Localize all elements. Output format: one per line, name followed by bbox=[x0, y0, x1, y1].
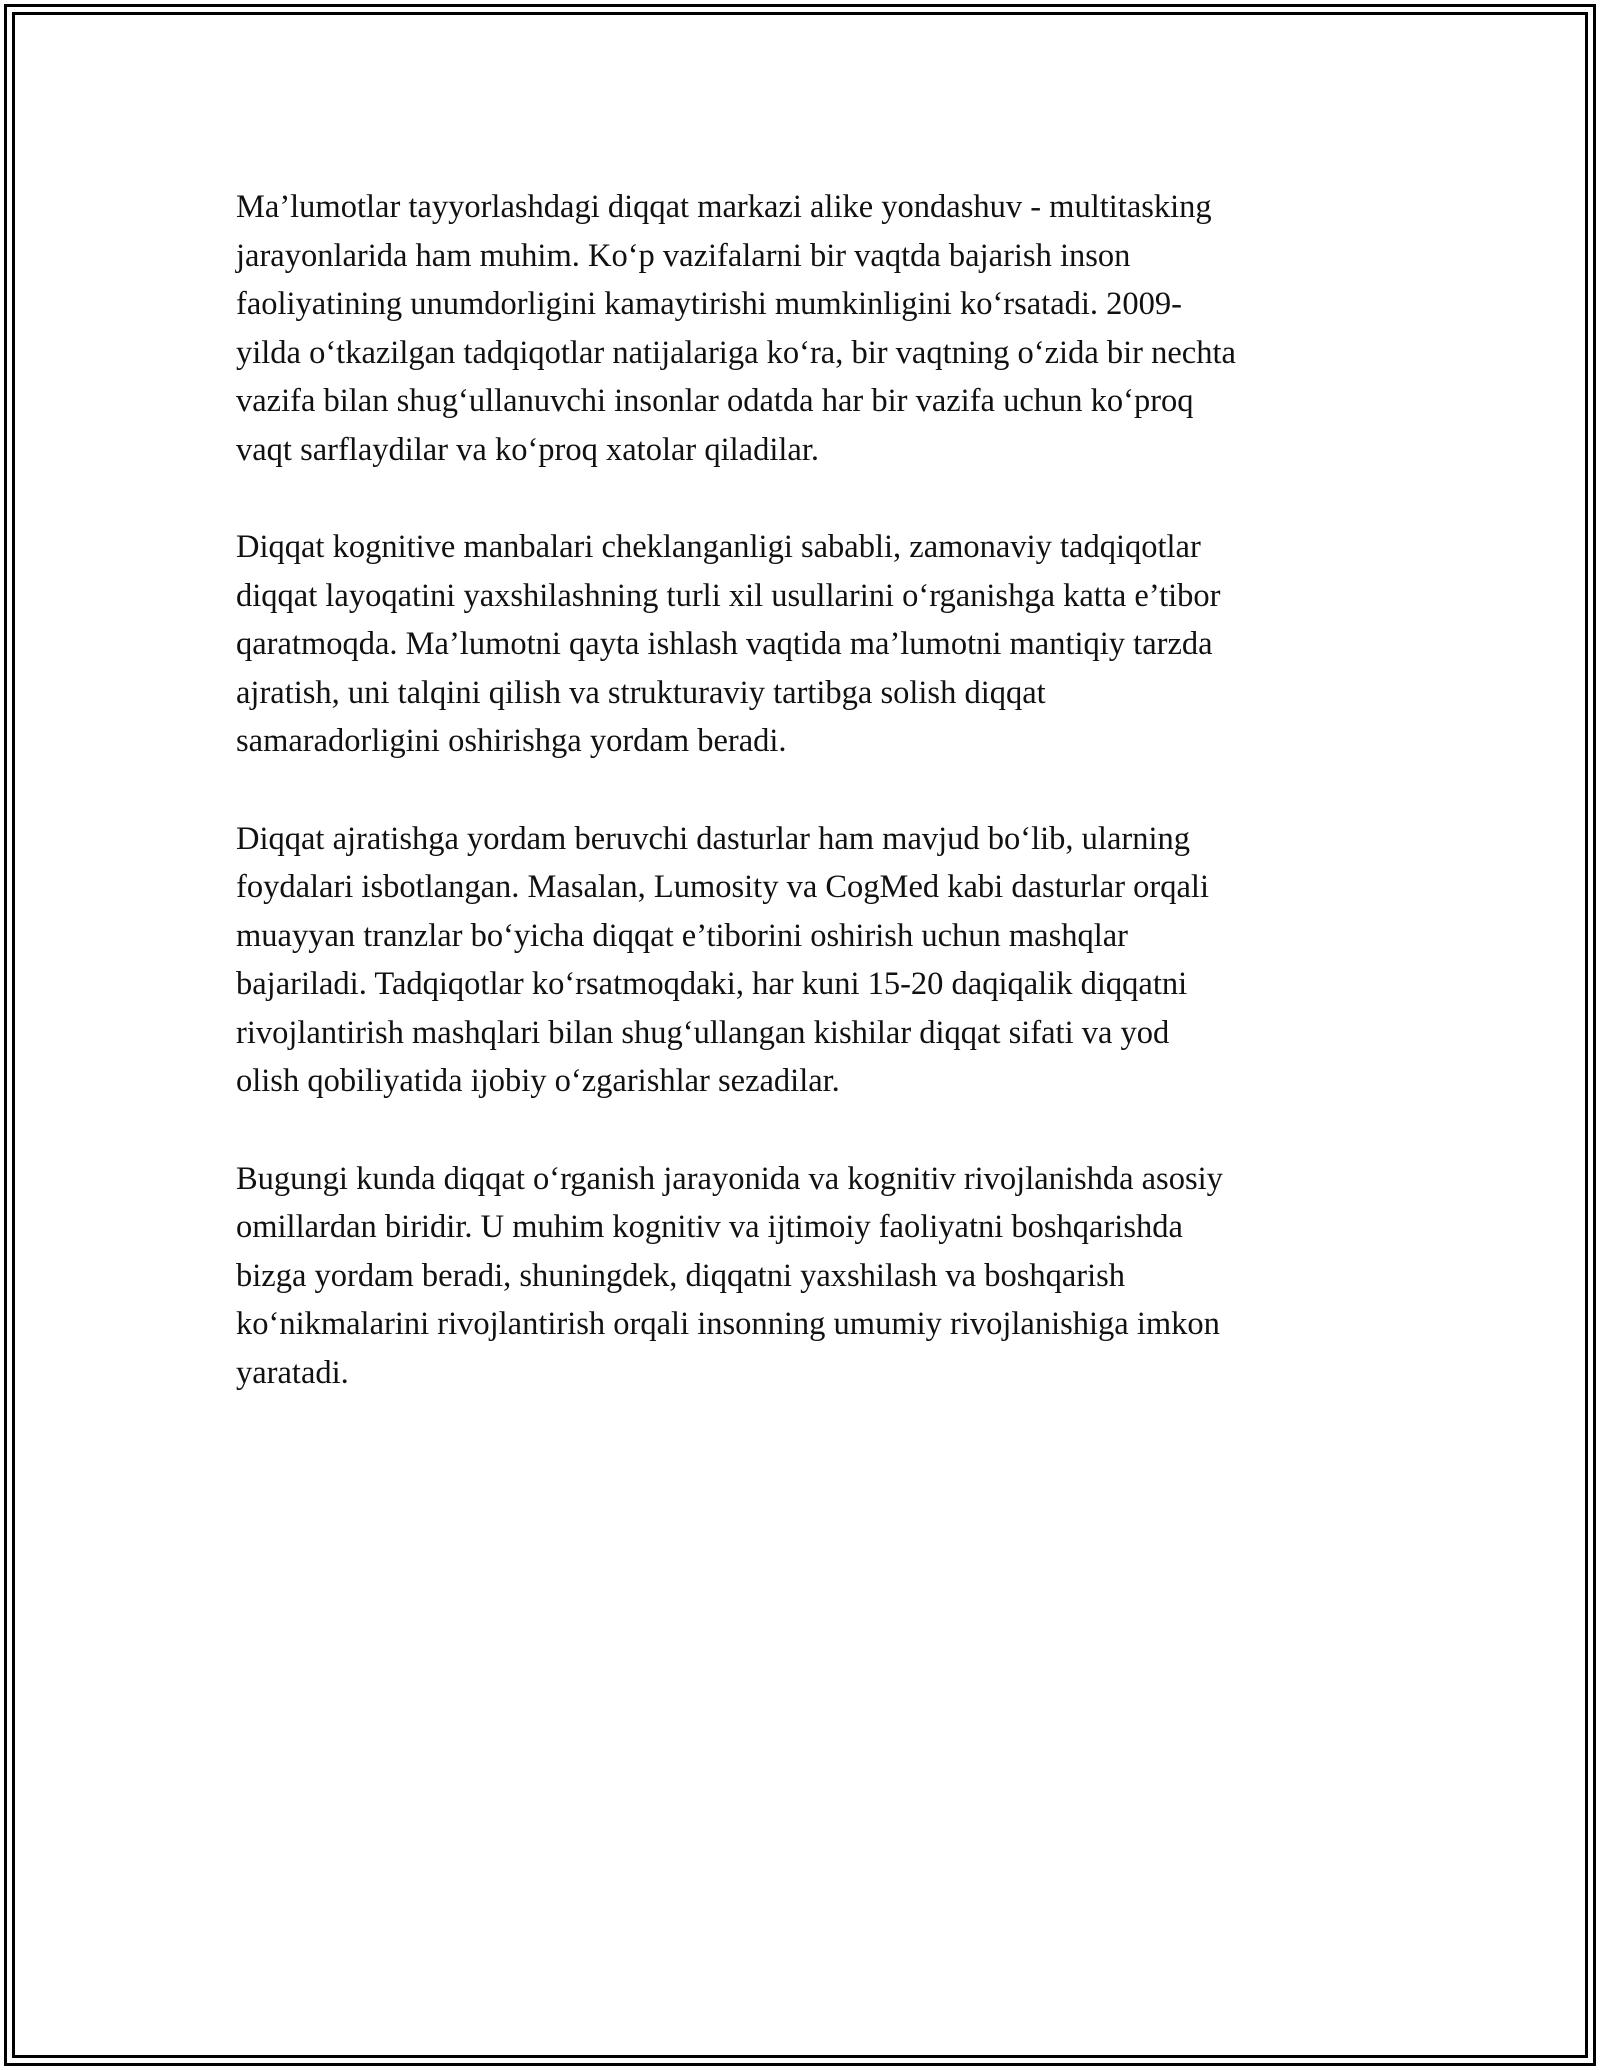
paragraph-training-programs: Diqqat ajratishga yordam beruvchi dasturlar ham mavjud boʻlib, ularning foydalari isbotlangan. Masalan, Lumosity va CogMed kabi dasturlar orqali muayyan tranzlar boʻyicha diqqat e’tiborini oshirish uchun mashqlar bajariladi. Tadqiqotlar koʻrsatmoqdaki, har kuni 15-20 daqiqalik diqqatni rivojlantirish mashqlari bilan shugʻullangan kishilar diqqat sifati va yod olish qobiliyatida ijobiy oʻzgarishlar sezadilar. bbox=[236, 820, 1209, 1099]
paragraph-conclusion: Bugungi kunda diqqat oʻrganish jarayonida va kognitiv rivojlanishda asosiy omillardan biridir. U muhim kognitiv va ijtimoiy faoliyatni boshqarishda bizga yordam beradi, shuningdek, diqqatni yaxshilash va boshqarish koʻnikmalarini rivojlantirish orqali insonning umumiy rivojlanishiga imkon yaratadi. bbox=[236, 1160, 1223, 1391]
paragraph-cognitive-resources: Diqqat kognitive manbalari cheklanganligi sababli, zamonaviy tadqiqotlar diqqat layoqatini yaxshilashning turli xil usullarini oʻrganishga katta e’tibor qaratmoqda. Ma’lumotni qayta ishlash vaqtida ma’lumotni mantiqiy tarzda ajratish, uni talqini qilish va strukturaviy tartibga solish diqqat samaradorligini oshirishga yordam beradi. bbox=[236, 529, 1221, 759]
document-body bbox=[236, 183, 1386, 1446]
paragraph-multitasking: Ma’lumotlar tayyorlashdagi diqqat markazi alike yondashuv - multitasking jarayonlarida ham muhim. Koʻp vazifalarni bir vaqtda bajarish inson faoliyatining unumdorligini kamaytirishi mumkinligini koʻrsatadi. 2009- yilda oʻtkazilgan tadqiqotlar natijalariga koʻra, bir vaqtning oʻzida bir nechta vazifa bilan shugʻullanuvchi insonlar odatda har bir vazifa uchun koʻproq vaqt sarflaydilar va koʻproq xatolar qiladilar. bbox=[236, 189, 1236, 468]
